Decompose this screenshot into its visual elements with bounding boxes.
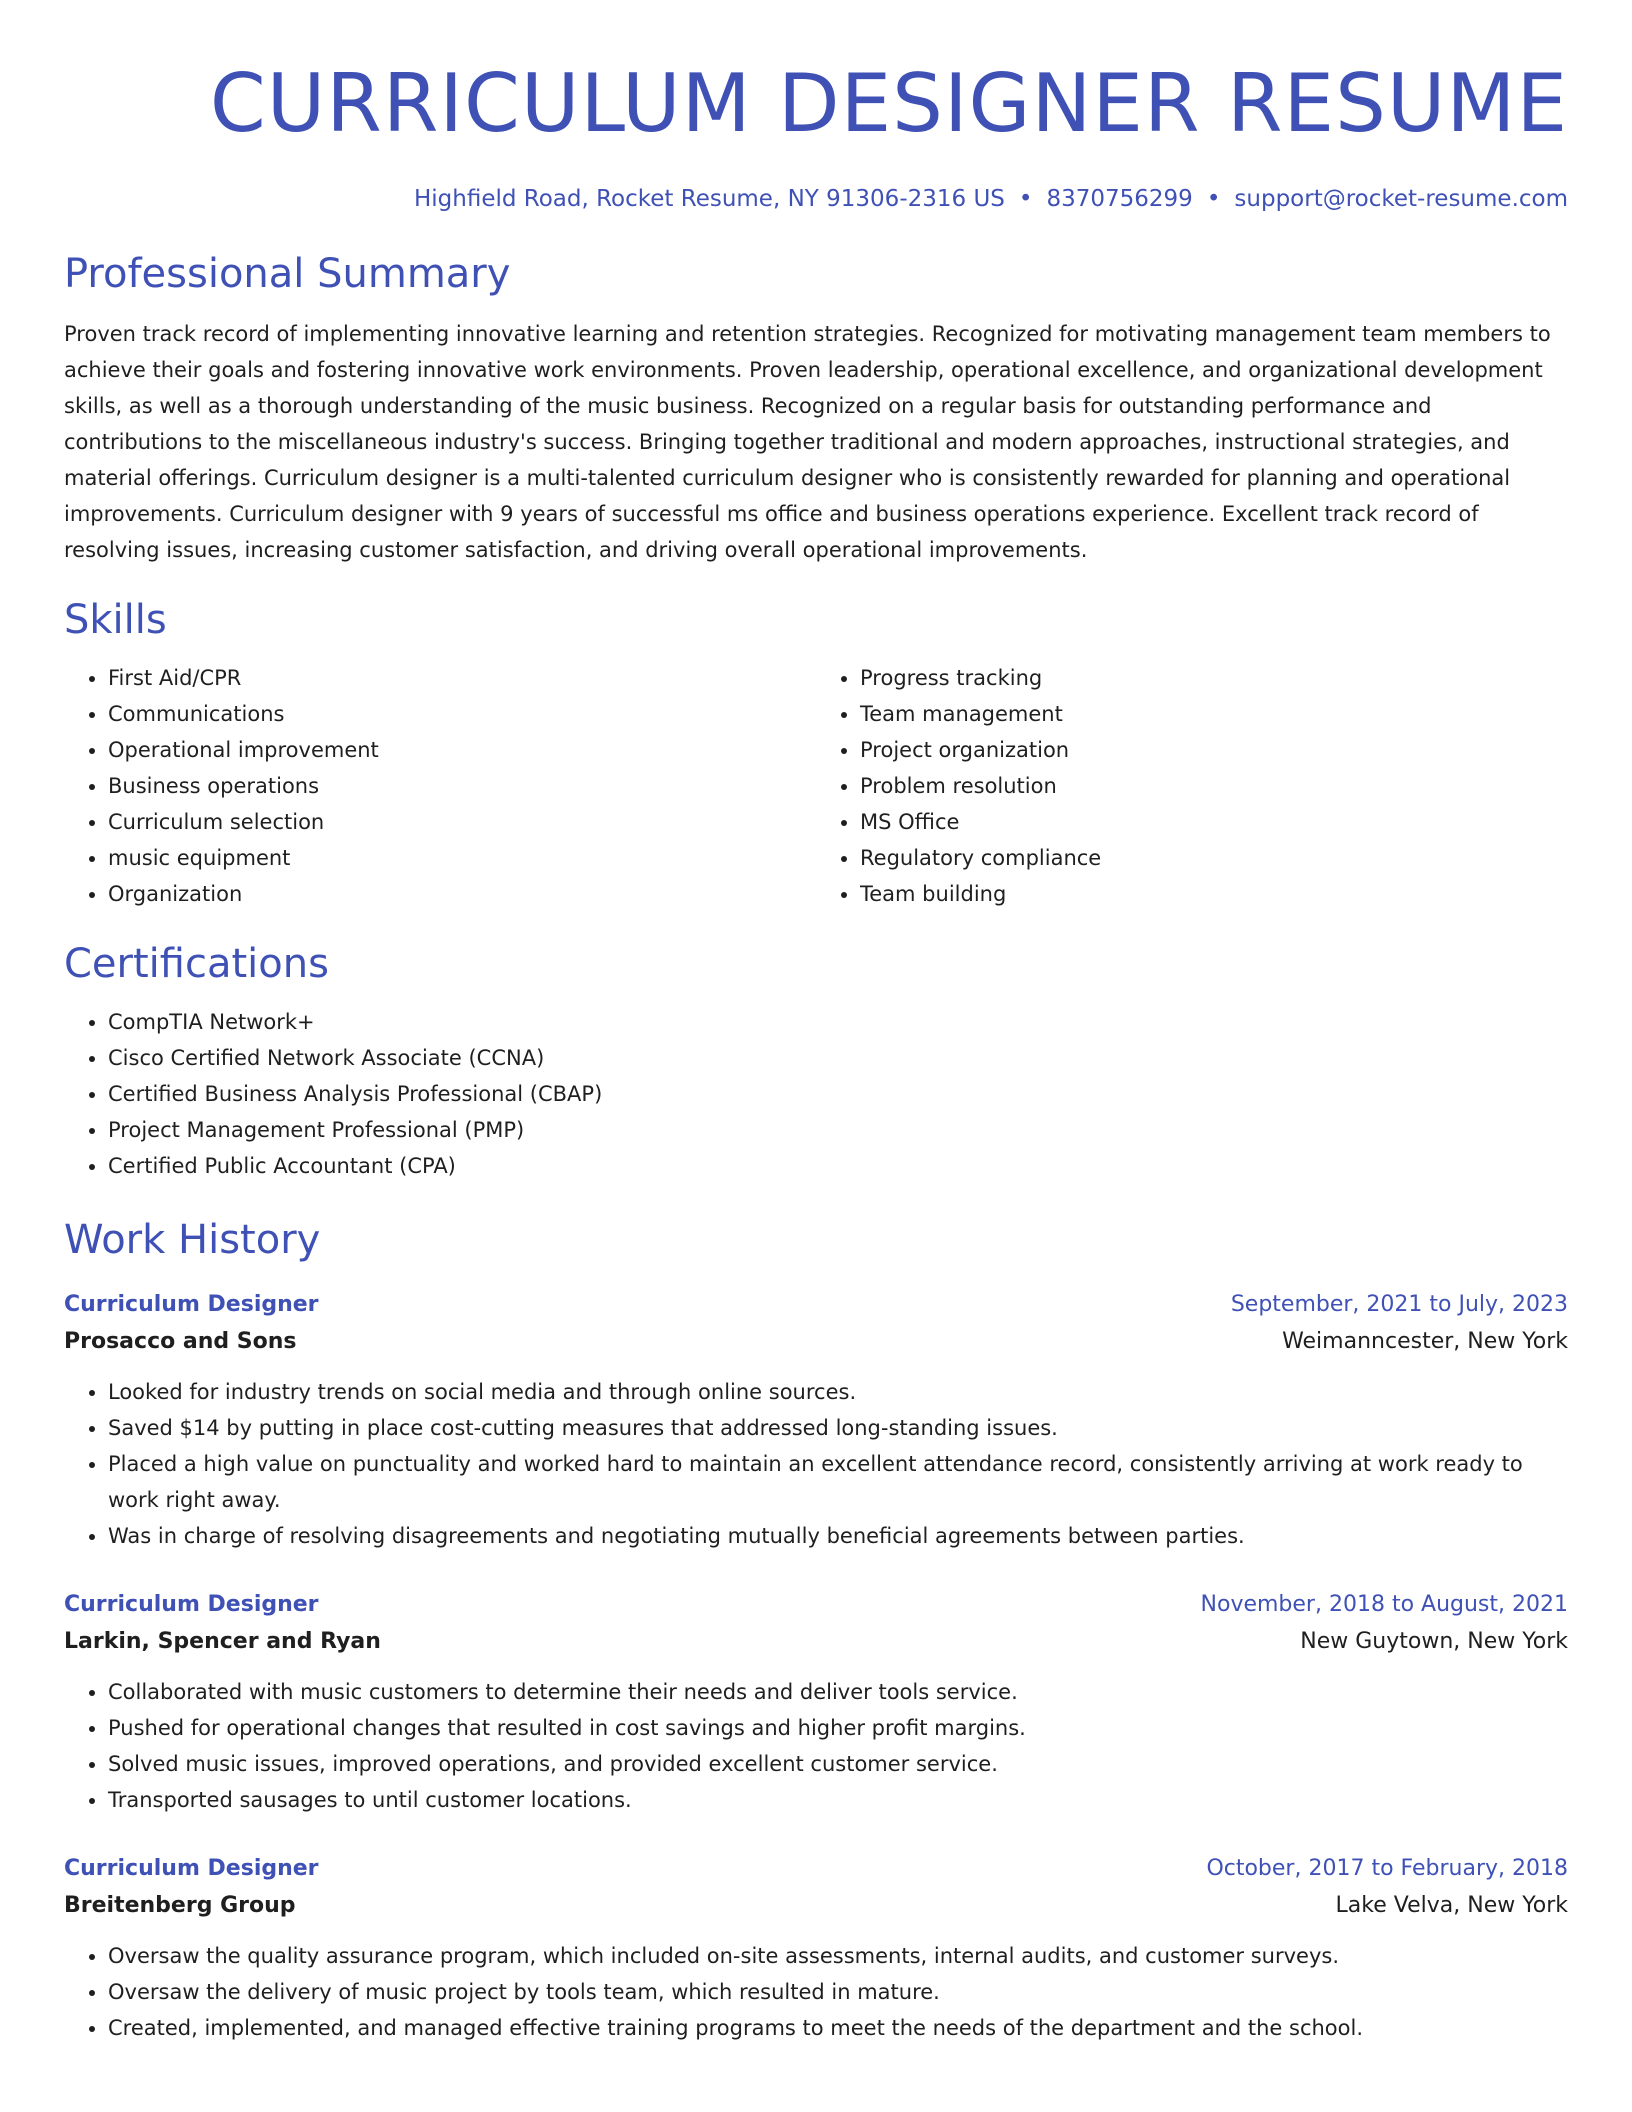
skill-item: • Curriculum selection (108, 804, 816, 840)
section-heading: Work History (64, 1217, 321, 1263)
skills-list-left (64, 660, 816, 912)
job-duty: • Was in charge of resolving disagreements and negotiating mutually beneficial agreements between parties. (108, 1518, 1568, 1554)
job-entry (64, 1852, 1568, 2046)
job-dates: November, 2018 to August, 2021 (1200, 1592, 1568, 1617)
skills-section (64, 594, 1568, 912)
contact-separator: • (1018, 186, 1033, 212)
section-heading: Professional Summary (64, 251, 511, 297)
job-location: Lake Velva, New York (1335, 1893, 1568, 1918)
skill-item: • music equipment (108, 840, 816, 876)
job-duty: • Collaborated with music customers to determine their needs and deliver tools service. (108, 1674, 1568, 1710)
certification-item: • Certified Public Accountant (CPA) (108, 1148, 1568, 1184)
certification-item: • CompTIA Network+ (108, 1004, 1568, 1040)
professional-summary-section (64, 248, 1568, 568)
certifications-section (64, 938, 1568, 1184)
section-heading: Certifications (64, 941, 329, 987)
job-duty: • Placed a high value on punctuality and worked hard to maintain an excellent attendance record, consistently arriving at work ready to work right away. (108, 1446, 1568, 1518)
job-location: New Guytown, New York (1300, 1629, 1568, 1654)
contact-phone[interactable]: 8370756299 (1046, 186, 1193, 212)
certification-item: • Cisco Certified Network Associate (CCNA) (108, 1040, 1568, 1076)
job-role: Curriculum Designer (64, 1592, 319, 1617)
section-heading: Skills (64, 597, 167, 643)
job-company-row (64, 1622, 1568, 1662)
certification-item: • Certified Business Analysis Professional (CBAP) (108, 1076, 1568, 1112)
skills-list-right (816, 660, 1568, 912)
skill-item: • Progress tracking (860, 660, 1568, 696)
job-duties-list (64, 1938, 1568, 2046)
job-duty: • Oversaw the delivery of music project by tools team, which resulted in mature. (108, 1974, 1568, 2010)
job-duty: • Pushed for operational changes that resulted in cost savings and higher profit margins. (108, 1710, 1568, 1746)
job-duty: • Transported sausages to until customer locations. (108, 1782, 1568, 1818)
contact-line (64, 182, 1568, 216)
job-entry (64, 1288, 1568, 1554)
job-company: Prosacco and Sons (64, 1329, 297, 1354)
skill-item: • Team building (860, 876, 1568, 912)
contact-email[interactable]: support@rocket-resume.com (1234, 186, 1568, 212)
job-company: Larkin, Spencer and Ryan (64, 1629, 381, 1654)
job-dates: October, 2017 to February, 2018 (1206, 1856, 1568, 1881)
job-title-row (64, 1588, 1568, 1622)
summary-paragraph: Proven track record of implementing innovative learning and retention strategies. Recognized for motivating management team members to achieve their goals and fostering innovative work environments. Proven leadership, operational excellence, and organizational development skills, as well as a thorough understanding of the music business. Recognized on a regular basis for outstanding performance and contributions to the miscellaneous industry's success. Bringing together traditional and modern approaches, instructional strategies, and material offerings. Curriculum designer is a multi-talented curriculum designer who is consistently rewarded for planning and operational improvements. Curriculum designer with 9 years of successful ms office and business operations experience. Excellent track record of resolving issues, increasing customer satisfaction, and driving overall operational improvements. (64, 322, 1551, 562)
certifications-list (64, 1004, 1568, 1184)
job-company: Breitenberg Group (64, 1893, 296, 1918)
resume-title: CURRICULUM DESIGNER RESUME (209, 57, 1568, 150)
job-role: Curriculum Designer (64, 1856, 319, 1881)
job-entry (64, 1588, 1568, 1818)
skill-item: • Project organization (860, 732, 1568, 768)
skill-item: • Regulatory compliance (860, 840, 1568, 876)
skill-item: • Team management (860, 696, 1568, 732)
job-duty: • Looked for industry trends on social media and through online sources. (108, 1374, 1568, 1410)
job-duty: • Solved music issues, improved operations, and provided excellent customer service. (108, 1746, 1568, 1782)
job-role: Curriculum Designer (64, 1292, 319, 1317)
work-history-section (64, 1214, 1568, 2046)
job-company-row (64, 1322, 1568, 1362)
skill-item: • Problem resolution (860, 768, 1568, 804)
job-duty: • Saved $14 by putting in place cost-cutting measures that addressed long-standing issues. (108, 1410, 1568, 1446)
job-title-row (64, 1852, 1568, 1886)
resume-header (64, 56, 1568, 216)
skill-item: • Business operations (108, 768, 816, 804)
job-dates: September, 2021 to July, 2023 (1230, 1292, 1568, 1317)
job-title-row (64, 1288, 1568, 1322)
job-duties-list (64, 1674, 1568, 1818)
skills-columns (64, 660, 1568, 912)
certification-item: • Project Management Professional (PMP) (108, 1112, 1568, 1148)
job-duty: • Oversaw the quality assurance program, which included on-site assessments, internal audits, and customer surveys. (108, 1938, 1568, 1974)
skill-item: • Communications (108, 696, 816, 732)
skill-item: • MS Office (860, 804, 1568, 840)
job-duties-list (64, 1374, 1568, 1554)
job-duty: • Created, implemented, and managed effective training programs to meet the needs of the department and the school. (108, 2010, 1568, 2046)
skill-item: • First Aid/CPR (108, 660, 816, 696)
contact-address: Highfield Road, Rocket Resume, NY 91306-2316 US (413, 186, 1005, 212)
job-location: Weimanncester, New York (1282, 1329, 1568, 1354)
skill-item: • Organization (108, 876, 816, 912)
contact-separator: • (1206, 186, 1221, 212)
skill-item: • Operational improvement (108, 732, 816, 768)
job-company-row (64, 1886, 1568, 1926)
